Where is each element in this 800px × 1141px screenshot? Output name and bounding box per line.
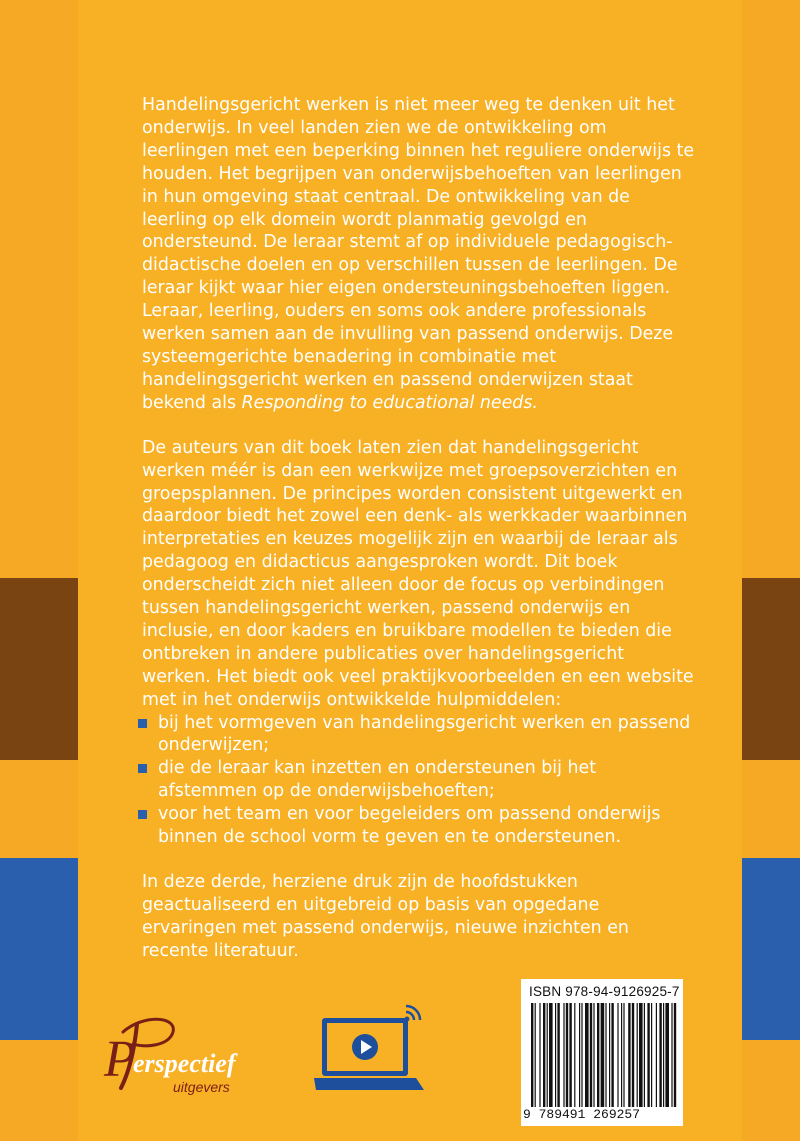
paragraph-3: In deze derde, herziene druk zijn de hoofdstukken geactualiseerd en uitgebreid op basis van opgedane ervaringen met passend onderwijs, nieuwe inzichten en recente literatuur. [142, 872, 629, 961]
barcode-bar [585, 1003, 589, 1107]
barcode-bar [647, 1003, 649, 1107]
barcode-bar [628, 1003, 630, 1107]
publisher-subtitle: uitgevers [173, 1079, 230, 1095]
barcode-bar [665, 1003, 669, 1107]
barcode-bar [639, 1003, 643, 1107]
barcode-bar [543, 1003, 545, 1107]
paragraph-2: De auteurs van dit boek laten zien dat handelingsgericht werken méér is dan een werkwijze met groepsoverzichten en groepsplannen. De principes worden consistent uitgewerkt en daardoor biedt het zowel een denk- als werkkader waarbinnen interpretaties en keuzes mogelijk zijn en waarbij de leraar als pedagoog en didacticus aangesproken wordt. Dit boek onderscheidt zich niet alleen door de focus op verbindingen tussen handelingsgericht werken, passend onderwijs en inclusie, en door kaders en bruikbare modellen te bieden die ontbreken in andere publicaties over handelingsgericht werken. Het biedt ook veel praktijkvoorbeelden en een website met in het onderwijs ontwikkelde hulpmiddelen: [142, 437, 694, 710]
list-item: bij het vormgeven van handelingsgericht werken en passend onderwijzen; [142, 712, 698, 758]
barcode-bar [593, 1003, 594, 1107]
isbn-barcode-box [521, 979, 683, 1126]
barcode-bar [609, 1003, 610, 1107]
barcode-bar [569, 1003, 571, 1107]
barcode-bar [535, 1003, 536, 1107]
publisher-logo-graphic [103, 1010, 273, 1100]
barcode-graphic [531, 1003, 677, 1107]
barcode-bar [674, 1003, 676, 1107]
isbn-label: ISBN 978-94-9126925-7 [529, 984, 680, 999]
barcode-bar [623, 1003, 624, 1107]
bullet-square-icon [138, 764, 147, 773]
barcode-bar [644, 1003, 645, 1107]
barcode-bar [579, 1003, 580, 1107]
barcode-bar [531, 1003, 533, 1107]
barcode-bar [659, 1003, 661, 1107]
barcode-bar [590, 1003, 592, 1107]
barcode-bar [601, 1003, 605, 1107]
barcode-bar [549, 1003, 553, 1107]
list-item: die de leraar kan inzetten en ondersteunen bij het afstemmen op de onderwijsbehoeften; [142, 757, 698, 803]
publisher-name: erspectief [133, 1049, 236, 1078]
barcode-bar [663, 1003, 664, 1107]
paragraph-1-emphasis: Responding to educational needs. [241, 392, 538, 413]
publisher-logo [103, 1010, 273, 1100]
barcode-bar [574, 1003, 575, 1107]
barcode-bar [581, 1003, 582, 1107]
barcode-bar [605, 1003, 606, 1107]
barcode-bar [671, 1003, 672, 1107]
barcode-bar [566, 1003, 568, 1107]
barcode-digits: 9 789491 269257 [523, 1107, 641, 1122]
laptop-play-icon [312, 1004, 428, 1096]
barcode-bar [621, 1003, 622, 1107]
list-item: voor het team en voor begeleiders om passend onderwijs binnen de school vorm te geven en te ondersteunen. [142, 803, 698, 849]
back-cover-text [142, 94, 698, 963]
barcode-bar [617, 1003, 618, 1107]
barcode-bar [557, 1003, 559, 1107]
barcode-bar [597, 1003, 599, 1107]
barcode-bar [656, 1003, 657, 1107]
publisher-name-initial: P [104, 1031, 136, 1088]
barcode-bar [611, 1003, 613, 1107]
bullet-list [142, 712, 698, 849]
barcode-bar [651, 1003, 652, 1107]
paragraph-1: Handelingsgericht werken is niet meer weg te denken uit het onderwijs. In veel landen zien we de ontwikkeling om leerlingen met een beperking binnen het reguliere onderwijs te houden. Het begrijpen van onderwijsbehoeften van leerlingen in hun omgeving staat centraal. De ontwikkeling van de leerling op elk domein wordt planmatig gevolgd en ondersteund. De leraar stemt af op individuele pedagogisch-didactische doelen en op verschillen tussen de leerlingen. De leraar kijkt waar hier eigen ondersteuningsbehoeften liggen. Leraar, leerling, ouders en soms ook andere professionals werken samen aan de invulling van passend onderwijs. Deze systeemgerichte benadering in combinatie met handelingsgericht werken en passend onderwijzen staat bekend als Responding to educational needs. [142, 95, 695, 413]
barcode-bar [637, 1003, 638, 1107]
barcode-bar [547, 1003, 548, 1107]
barcode-bar [632, 1003, 634, 1107]
barcode-bar [539, 1003, 540, 1107]
bullet-square-icon [138, 810, 147, 819]
bullet-square-icon [138, 719, 147, 728]
barcode-bar [555, 1003, 556, 1107]
barcode-bar [563, 1003, 564, 1107]
